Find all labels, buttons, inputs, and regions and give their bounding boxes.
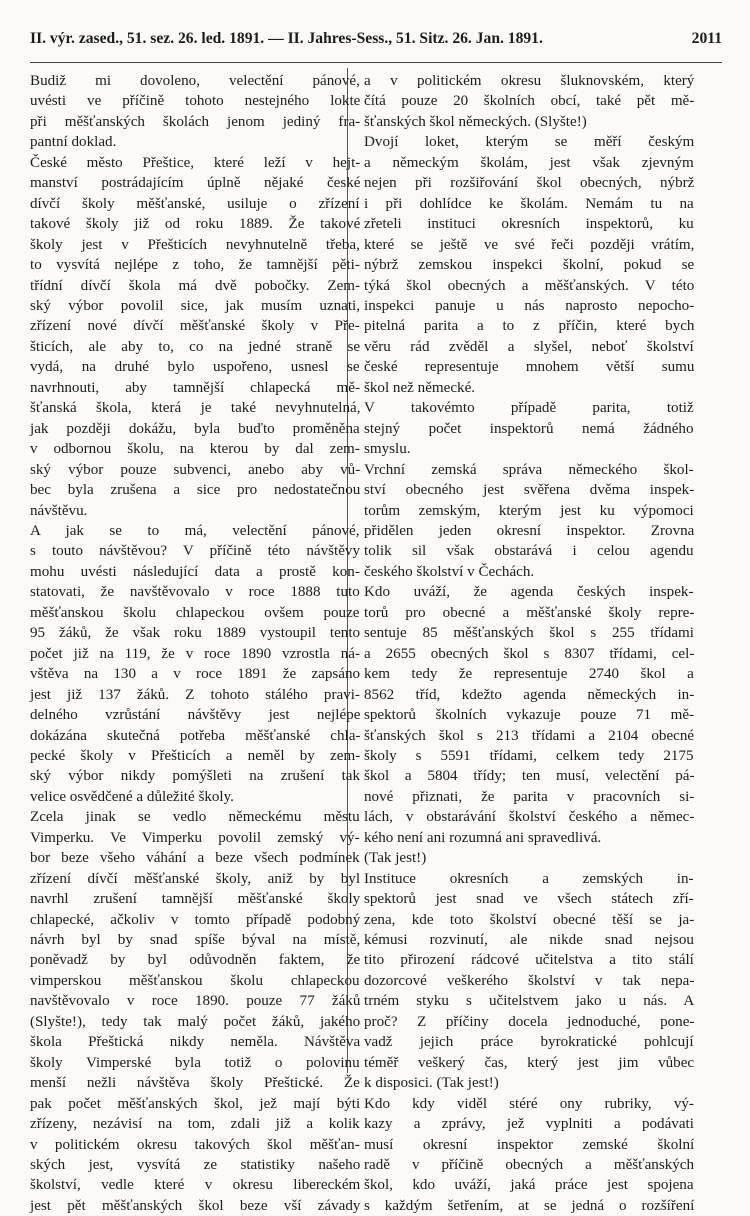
right-column — [364, 71, 694, 1216]
text-line: jest pět měšťanských škol beze vší závady — [30, 1197, 361, 1214]
text-line: A jak se to má, velectění pánové, — [30, 522, 360, 539]
text-line: dozorcové veškerého školství v tak nepa- — [364, 972, 695, 989]
text-line: škol, kdo uváží, jaká práce jest spojena — [364, 1177, 694, 1194]
text-line: spektorů školních vykazuje pouze 71 mě- — [364, 707, 695, 724]
text-line: zřízeny, nezávisí na tom, zdali již a kolik — [30, 1116, 360, 1133]
text-line: Kdo uváží, že agenda českých inspek- — [364, 584, 694, 601]
text-line: kem tedy že representuje 2740 škol a — [364, 666, 694, 683]
page-number: 2011 — [691, 30, 722, 47]
text-line: to vysvítá nejlépe z toho, že tamnější pěti- — [30, 257, 360, 274]
text-line: českého školství v Čechách. — [364, 563, 535, 580]
text-line: i při dohlídce ke školám. Nemám tu na — [364, 195, 694, 212]
text-line: bec byla zrušena a sice pro nedostatečnou — [30, 482, 361, 499]
text-line: V takovémto případě parita, totiž — [364, 400, 694, 417]
text-line: dívčí školy měšťanské, usiluje o zřízení — [30, 195, 360, 212]
page-header — [30, 30, 722, 56]
text-line: škol a 5804 třídy; ten musí, velectění pá- — [364, 768, 695, 785]
text-line: ství obecného jest svěřena dvěma inspek- — [364, 482, 695, 499]
text-line: kémusi rozvinutí, ale nikde snad nejsou — [364, 932, 694, 949]
text-line: Vimperku. Ve Vimperku povolil zemský vý- — [30, 829, 360, 846]
text-line: nové přiznati, že parita v pracovních si- — [364, 788, 695, 805]
text-line: inspekci panuje u nás naprosto nepocho- — [364, 297, 695, 314]
text-line: šťanských škol s 213 třídami a 2104 obecné — [364, 727, 695, 744]
text-line: stejný počet inspektorů nemá žádného — [364, 420, 694, 437]
text-line: bor beze všeho váhání a beze všech podmínek — [30, 850, 360, 867]
text-line: navrhnouti, aby tamnější chlapecká mě- — [30, 379, 360, 396]
text-line: Instituce okresních a zemských in- — [364, 870, 694, 887]
text-line: pantní doklad. — [30, 134, 117, 151]
text-line: Budiž mi dovoleno, velectění pánové, — [30, 73, 360, 89]
text-line: třídní dívčí škola má dvě pobočky. Zem- — [30, 277, 361, 294]
text-line: přidělen jeden okresní inspektor. Zrovna — [364, 522, 695, 539]
text-line: vydá, na druhé bylo uspořeno, usnesl se — [30, 359, 360, 376]
text-line: návštěvu. — [30, 502, 88, 519]
text-line: kého není ani rozumná ani spravedlivá. — [364, 829, 602, 846]
text-line: ských jest, vysvítá ze statistiky našeho — [30, 1157, 361, 1174]
text-line: školství, vedle které v okresu libereckém — [30, 1177, 361, 1194]
text-line: velice osvědčené a důležité školy. — [30, 788, 234, 805]
text-line: a 2655 obecných škol s 8307 třídami, cel- — [364, 645, 695, 662]
text-line: při měšťanských školách jenom jediný fra- — [30, 113, 361, 130]
text-line: škola Přeštická nikdy neměla. Návštěva — [30, 1034, 361, 1051]
text-line: téměř veškerý čas, který jest jim vůbec — [364, 1054, 695, 1071]
text-line: ský výbor nikdy pomýšleti na zrušení tak — [30, 768, 361, 785]
text-line: pecké školy v Přešticích a neměl by zem- — [30, 747, 361, 764]
text-line: kazy a zprávy, jež vyplniti a podávati — [364, 1116, 694, 1133]
text-line: menší nežli návštěva školy Přeštické. Že — [30, 1075, 360, 1092]
text-line: s každým šetřením, at se jedná o rozšíření — [364, 1197, 695, 1214]
text-line: smyslu. — [364, 441, 411, 458]
text-line: musí okresní inspektor zemské školní — [364, 1136, 695, 1153]
text-line: vštěva na 130 a v roce 1891 že zapsáno — [30, 666, 361, 683]
text-line: návrh byl by snad spíše býval na místě, — [30, 932, 361, 949]
text-line: škol než německé. — [364, 379, 476, 396]
text-line: zena, kde toto školství obecné těší se ja- — [364, 911, 695, 928]
text-line: měšťanskou školu chlapeckou ovšem pouze — [30, 604, 360, 621]
text-line: České město Přeštice, které leží v hejt- — [30, 154, 361, 171]
text-line: nýbrž zemskou inspekci školní, pokud se — [364, 257, 695, 274]
text-line: tolik sil však obstarává i celou agendu — [364, 543, 694, 560]
text-line: dokázána skutečná potřeba měšťanské chla- — [30, 727, 361, 744]
header-session-line: II. výr. zased., 51. sez. 26. led. 1891. — II. Jahres-Sess., 51. Sitz. 26. Jan. 1891. — [30, 30, 543, 47]
text-line: vadž jejich práce byrokratické pohlcují — [364, 1034, 694, 1051]
text-line: vimperskou měšťanskou školu chlapeckou — [30, 972, 360, 989]
text-line: lách, v obstarávání školství českého a němec- — [364, 809, 695, 826]
text-line: torům zemským, kterým jest ku výpomoci — [364, 502, 694, 519]
text-line: jak později dokážu, byla buďto proměněna — [30, 420, 360, 437]
text-line: k disposici. (Tak jest!) — [364, 1075, 499, 1092]
text-line: sentuje 85 měšťanských škol s 255 třídami — [364, 625, 694, 642]
text-line: Zcela jinak se vedlo německému městu — [30, 809, 360, 826]
text-line: nejen při rozšiřování škol obecných, nýbrž — [364, 175, 695, 192]
text-line: (Slyšte!), tedy tak malý počet žáků, jakého — [30, 1013, 361, 1030]
text-line: týká škol obecných a měšťanských. V této — [364, 277, 695, 294]
text-line: tito přirození rádcové učitelstva a tito stálí — [364, 952, 694, 969]
text-line: školy jest v Přešticích nevyhnutelně třeba, — [30, 236, 360, 253]
text-line: navštěvovalo v roce 1890. pouze 77 žáků — [30, 993, 361, 1010]
text-line: takové školy již od roku 1889. Že takové — [30, 216, 361, 233]
text-line: Vrchní zemská správa německého škol- — [364, 461, 694, 478]
text-line: které se ještě ve své řeči později vrátím, — [364, 236, 695, 253]
text-line: ský výbor povolil sice, jak musím uznati, — [30, 297, 361, 314]
text-line: české representuje mnohem větší sumu — [364, 359, 695, 376]
text-line: šťanská škola, která je také nevyhnutelná, — [30, 400, 361, 417]
text-line: navrhl zrušení tamnější měšťanské školy — [30, 891, 361, 908]
text-line: uvésti ve příčině tohoto nestejného lokte — [30, 93, 361, 110]
header-rule — [30, 62, 722, 63]
text-line: statovati, že navštěvovalo v roce 1888 tuto — [30, 584, 360, 601]
text-line: Dvojí loket, kterým se měří českým — [364, 134, 695, 151]
text-line: s touto návštěvou? V příčině této návštěvy — [30, 543, 360, 560]
text-line: věru rád zvěděl a slyšel, neboť školství — [364, 338, 694, 355]
text-line: a německým školám, jest však zjevným — [364, 154, 694, 171]
text-line: trném styku s učitelstvem jako u nás. A — [364, 993, 695, 1010]
text-line: mohu uvésti následující data a prostě kon- — [30, 563, 360, 580]
text-line: školy s 5591 třídami, celkem tedy 2175 — [364, 747, 694, 764]
text-line: čítá pouze 20 školních obcí, také pět mě- — [364, 93, 695, 110]
text-line: v politickém okresu takových škol měšťan- — [30, 1136, 360, 1153]
text-line: počet již na 119, že v roce 1890 vzrostla ná- — [30, 645, 360, 662]
text-line: (Tak jest!) — [364, 850, 427, 867]
text-line: pitelná parita a to z příčin, které bych — [364, 318, 695, 335]
text-line: šticích, ale aby to, co na jedné straně se — [30, 338, 361, 355]
text-line: torů pro obecné a měšťanské školy repre- — [364, 604, 695, 621]
text-line: poněvadž by byl odůvodněn faktem, že — [30, 952, 361, 969]
text-line: v odbornou školu, na kterou by dal zem- — [30, 441, 360, 458]
text-line: jest již 137 žáků. Z tohoto stálého pravi- — [30, 686, 360, 703]
text-line: chlapecké, ačkoliv v tomto případě podobný — [30, 911, 361, 928]
text-line: proč? Z příčiny docela jednoduché, pone- — [364, 1013, 695, 1030]
text-line: šťanských škol německých. (Slyšte!) — [364, 113, 587, 130]
text-line: delného vzrůstání návštěvy jest nejlépe — [30, 707, 361, 724]
text-line: zřízení dívčí měšťanské školy, aniž by byl — [30, 870, 361, 887]
left-column — [30, 71, 360, 1216]
text-line: manství postrádajícím úplně nějaké české — [30, 175, 361, 192]
text-line: spektorů jest snad ve všech státech zří- — [364, 891, 694, 908]
text-line: školy Vimperské byla totiž o polovinu — [30, 1054, 360, 1071]
text-line: a v politickém okresu šluknovském, který — [364, 73, 695, 89]
text-line: radě v příčině obecných a měšťanských — [364, 1157, 695, 1174]
text-line: pak počet měšťanských škol, jež mají býti — [30, 1095, 361, 1112]
text-line: Kdo kdy viděl stéré ony rubriky, vý- — [364, 1095, 694, 1112]
text-line: zřeteli instituci okresních inspektorů, ku — [364, 216, 694, 233]
text-line: 95 žáků, že však roku 1889 vystoupil tento — [30, 625, 361, 642]
text-line: ský výbor pouze subvenci, anebo aby vů- — [30, 461, 361, 478]
text-line: 8562 tříd, kdežto agenda německých in- — [364, 686, 695, 703]
text-line: zřízení nové dívčí měšťanské školy v Pře- — [30, 318, 360, 335]
